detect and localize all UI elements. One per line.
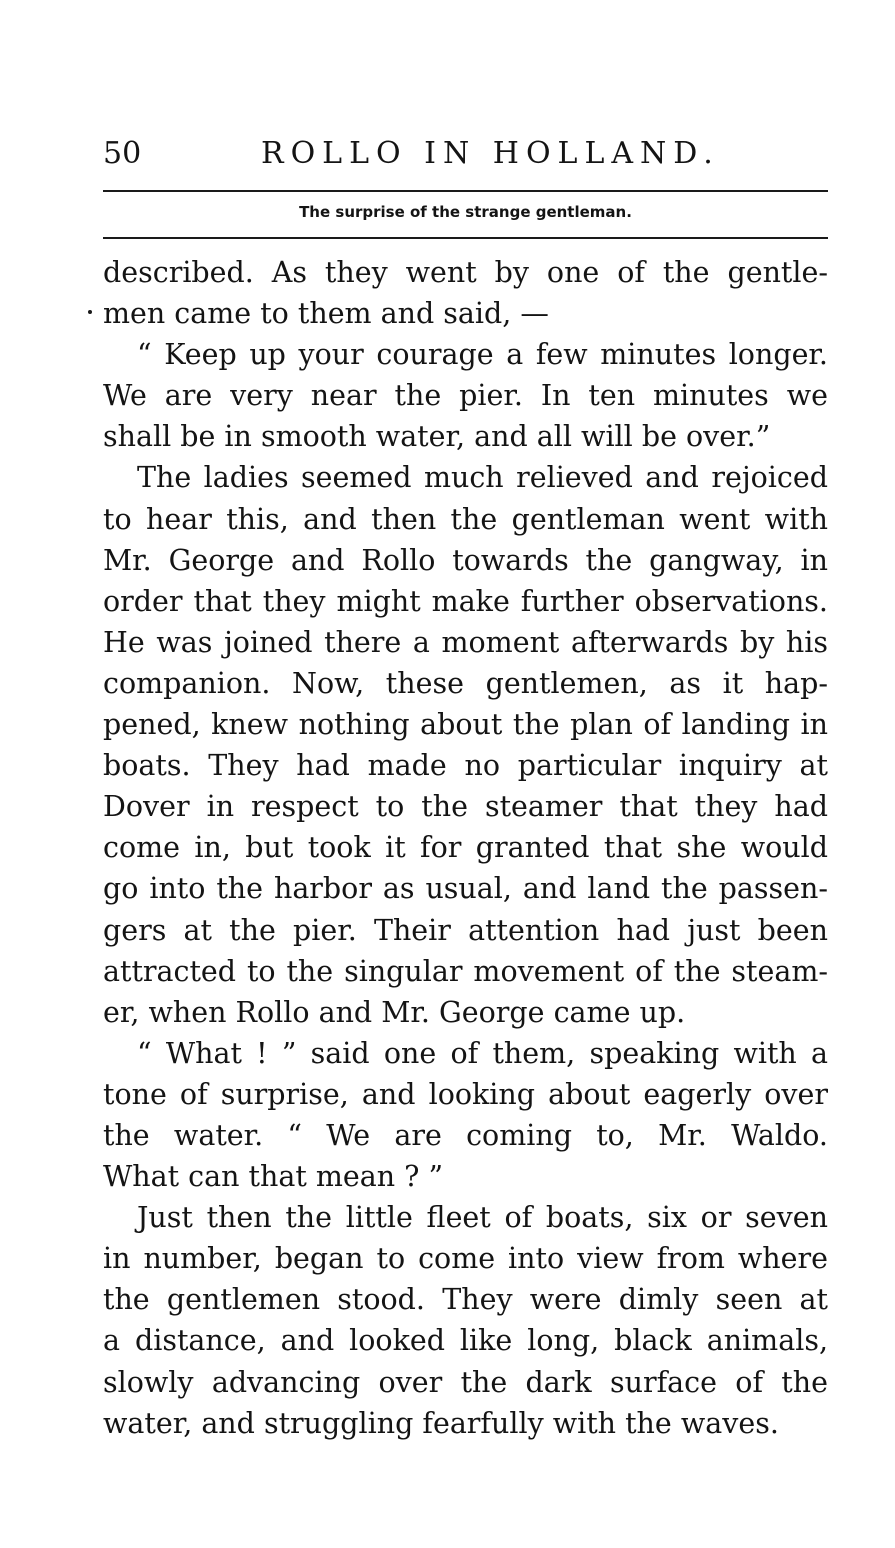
- text-line: The ladies seemed much relieved and rejoiced: [137, 461, 828, 495]
- header-rule-top: [103, 190, 828, 192]
- body-text: [103, 252, 828, 1444]
- text-line: the water. “ We are coming to, Mr. Waldo.: [103, 1118, 828, 1152]
- text-line: men came to them and said, —: [103, 297, 549, 331]
- text-line: gers at the pier. Their attention had just been: [103, 913, 828, 947]
- text-line: shall be in smooth water, and all will be over.”: [103, 420, 771, 454]
- running-head: [103, 132, 828, 178]
- section-caption: The surprise of the strange gentleman.: [299, 203, 632, 221]
- text-line: water, and struggling fearfully with the waves.: [103, 1406, 779, 1440]
- text-line: boats. They had made no particular inquiry at: [103, 749, 828, 783]
- text-line: to hear this, and then the gentleman went with: [103, 502, 828, 536]
- text-line: Dover in respect to the steamer that they had: [103, 790, 828, 824]
- page-number: 50: [103, 136, 142, 171]
- text-line: “ Keep up your courage a few minutes longer.: [137, 338, 828, 372]
- text-line: a distance, and looked like long, black animals,: [103, 1324, 828, 1358]
- text-line: What can that mean ? ”: [103, 1160, 444, 1194]
- text-line: er, when Rollo and Mr. George came up.: [103, 995, 686, 1029]
- text-line: We are very near the pier. In ten minutes we: [103, 379, 828, 413]
- running-title: ROLLO IN HOLLAND.: [261, 136, 720, 171]
- text-line: slowly advancing over the dark surface of the: [103, 1365, 828, 1399]
- header-rule-bottom: [103, 237, 828, 239]
- text-line: tone of surprise, and looking about eagerly over: [103, 1077, 828, 1111]
- text-line: go into the harbor as usual, and land the passen-: [103, 872, 828, 906]
- text-line: He was joined there a moment afterwards by his: [103, 625, 828, 659]
- text-line: the gentlemen stood. They were dimly seen at: [103, 1283, 828, 1317]
- text-line: in number, began to come into view from where: [103, 1242, 828, 1276]
- text-line: order that they might make further observations.: [103, 584, 828, 618]
- margin-mark: [88, 310, 92, 314]
- text-line: companion. Now, these gentlemen, as it hap-: [103, 666, 828, 700]
- text-line: described. As they went by one of the gentle-: [103, 256, 828, 289]
- text-line: Just then the little fleet of boats, six or seven: [137, 1201, 828, 1235]
- text-line: “ What ! ” said one of them, speaking with a: [137, 1036, 828, 1070]
- text-line: pened, knew nothing about the plan of landing in: [103, 708, 828, 742]
- text-line: attracted to the singular movement of the steam-: [103, 954, 828, 988]
- text-line: come in, but took it for granted that she would: [103, 831, 828, 865]
- text-line: Mr. George and Rollo towards the gangway, in: [103, 543, 828, 577]
